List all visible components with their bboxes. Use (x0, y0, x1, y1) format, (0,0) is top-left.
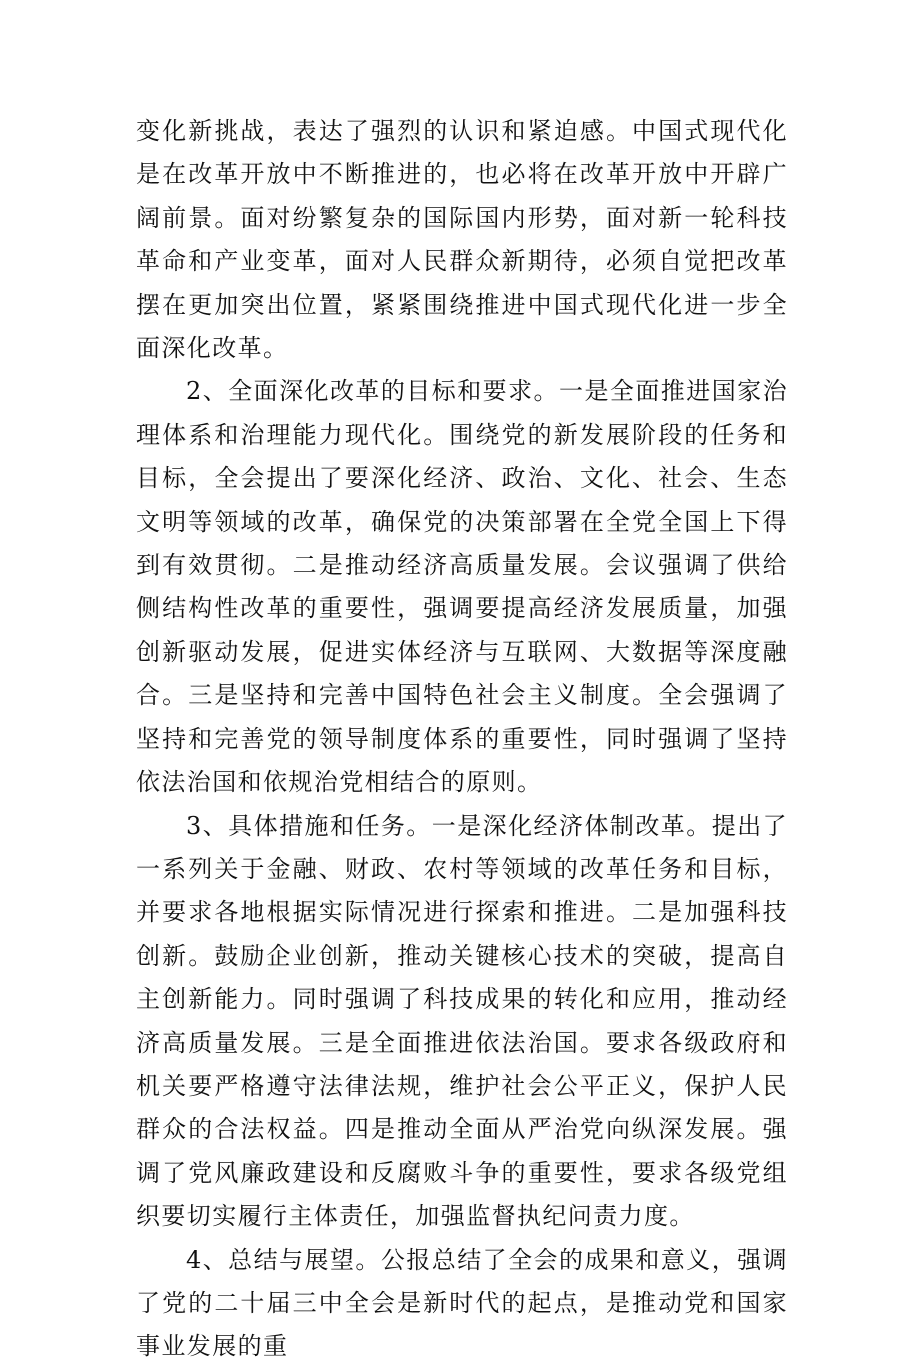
paragraph-goals-and-requirements: 2、全面深化改革的目标和要求。一是全面推进国家治理体系和治理能力现代化。围绕党的新发展阶段的任务和目标，全会提出了要深化经济、政治、文化、社会、生态文明等领域的改革，确保党的决策部署在全党全国上下得到有效贯彻。二是推动经济高质量发展。会议强调了供给侧结构性改革的重要性，强调要提高经济发展质量，加强创新驱动发展，促进实体经济与互联网、大数据等深度融合。三是坚持和完善中国特色社会主义制度。全会强调了坚持和完善党的领导制度体系的重要性，同时强调了坚持依法治国和依规治党相结合的原则。 (136, 377, 788, 797)
paragraph-summary-and-outlook: 4、总结与展望。公报总结了全会的成果和意义，强调了党的二十届三中全会是新时代的起点，是推动党和国家事业发展的重 (136, 1245, 788, 1361)
document-body (136, 110, 788, 1369)
paragraph-continuation: 变化新挑战，表达了强烈的认识和紧迫感。中国式现代化是在改革开放中不断推进的，也必将在改革开放中开辟广阔前景。面对纷繁复杂的国际国内形势，面对新一轮科技革命和产业变革，面对人民群众新期待，必须自觉把改革摆在更加突出位置，紧紧围绕推进中国式现代化进一步全面深化改革。 (136, 117, 788, 363)
paragraph-measures-and-tasks: 3、具体措施和任务。一是深化经济体制改革。提出了一系列关于金融、财政、农村等领域的改革任务和目标，并要求各地根据实际情况进行探索和推进。二是加强科技创新。鼓励企业创新，推动关键核心技术的突破，提高自主创新能力。同时强调了科技成果的转化和应用，推动经济高质量发展。三是全面推进依法治国。要求各级政府和机关要严格遵守法律法规，维护社会公平正义，保护人民群众的合法权益。四是推动全面从严治党向纵深发展。强调了党风廉政建设和反腐败斗争的重要性，要求各级党组织要切实履行主体责任，加强监督执纪问责力度。 (136, 811, 788, 1231)
